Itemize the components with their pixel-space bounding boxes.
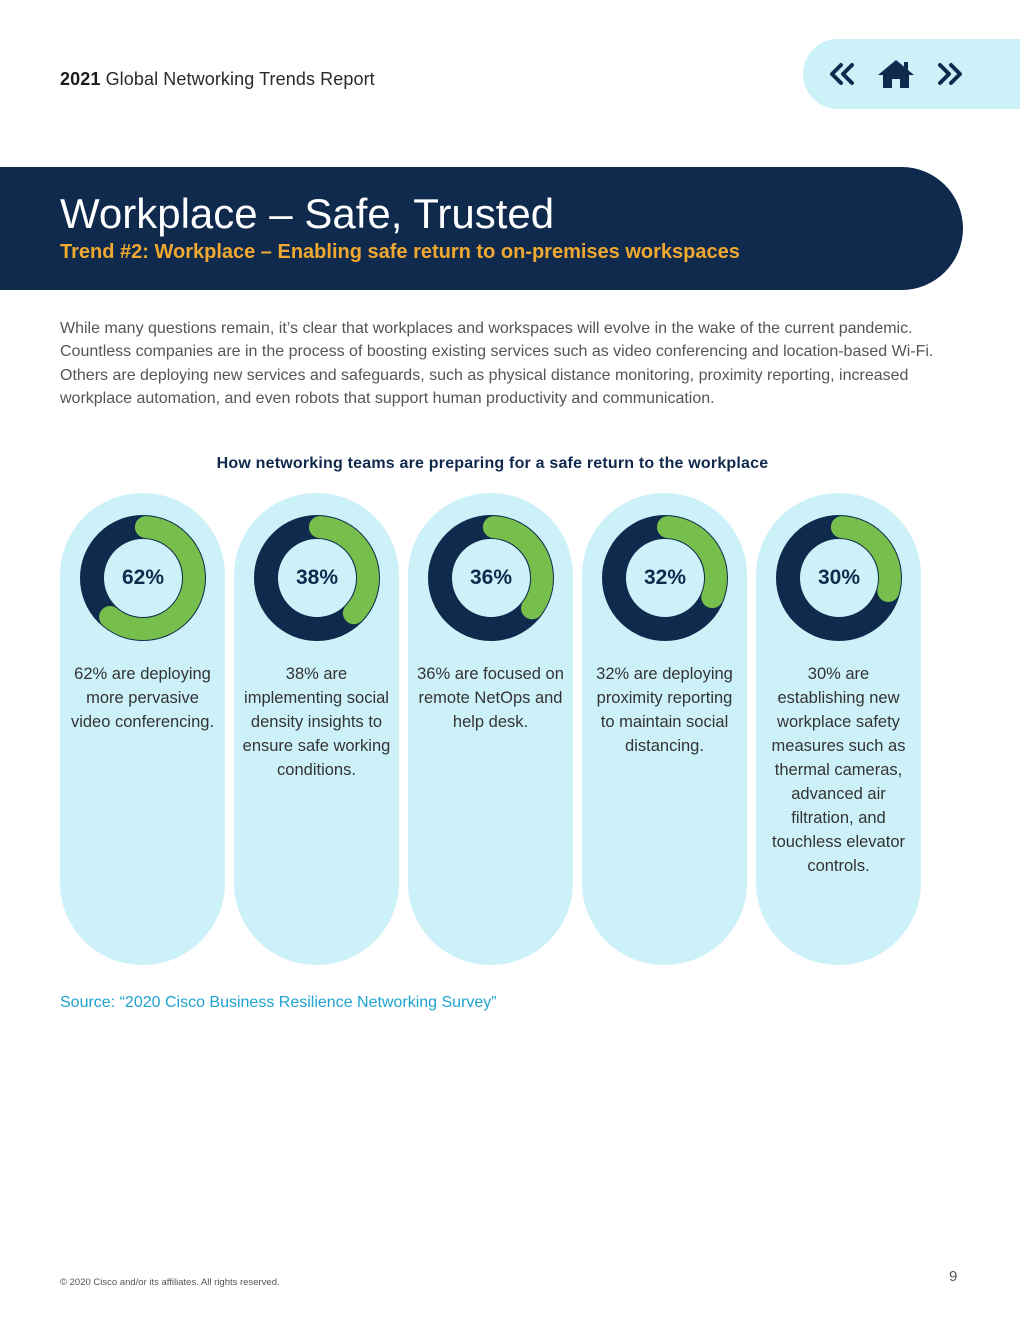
intro-paragraph: While many questions remain, it’s clear that workplaces and workspaces will evolve in the wake of the current pandemic. Countless companies are in the process of boosting existing services such as video conferencing and location-based Wi-Fi. Others are deploying new services and safeguards, such as physical distance monitoring, proximity reporting, increased workplace automation, and even robots that support human productivity and communication. bbox=[60, 320, 934, 407]
stat-card bbox=[582, 493, 747, 965]
donut-value-label: 30% bbox=[817, 566, 861, 589]
nav-bar bbox=[803, 39, 1020, 109]
stat-card bbox=[60, 493, 225, 965]
stat-description: 38% are implementing social density insights to ensure safe working conditions. bbox=[242, 665, 391, 779]
source-note: Source: “2020 Cisco Business Resilience Networking Survey” bbox=[60, 994, 497, 1011]
copyright: © 2020 Cisco and/or its affiliates. All rights reserved. bbox=[60, 1277, 280, 1288]
page-number: 9 bbox=[949, 1268, 958, 1285]
stat-description: 32% are deploying proximity reporting to maintain social distancing. bbox=[596, 665, 733, 755]
previous-page-button[interactable] bbox=[820, 39, 864, 109]
stat-description: 36% are focused on remote NetOps and help desk. bbox=[417, 665, 564, 731]
stat-card bbox=[756, 493, 921, 965]
report-title bbox=[60, 69, 375, 90]
chart-title: How networking teams are preparing for a safe return to the workplace bbox=[216, 455, 769, 472]
next-page-button[interactable] bbox=[928, 39, 972, 109]
donut-value-label: 36% bbox=[469, 566, 513, 589]
section-title: Workplace – Safe, Trusted bbox=[60, 190, 555, 237]
home-icon bbox=[877, 58, 915, 90]
report-year: 2021 bbox=[60, 69, 101, 89]
section-subtitle: Trend #2: Workplace – Enabling safe return to on-premises workspaces bbox=[60, 241, 740, 263]
home-button[interactable] bbox=[874, 39, 918, 109]
report-title-text: Global Networking Trends Report bbox=[105, 69, 375, 89]
donut-value-label: 32% bbox=[643, 566, 687, 589]
stat-card bbox=[408, 493, 573, 965]
donut-value-label: 38% bbox=[295, 566, 339, 589]
double-chevron-right-icon bbox=[936, 62, 964, 86]
stat-description: 62% are deploying more pervasive video conferencing. bbox=[70, 665, 215, 731]
double-chevron-left-icon bbox=[828, 62, 856, 86]
stat-card bbox=[234, 493, 399, 965]
donut-value-label: 62% bbox=[121, 566, 165, 589]
stat-description: 30% are establishing new workplace safety measures such as thermal cameras, advanced air filtration, and touchless elevator controls. bbox=[771, 665, 906, 875]
